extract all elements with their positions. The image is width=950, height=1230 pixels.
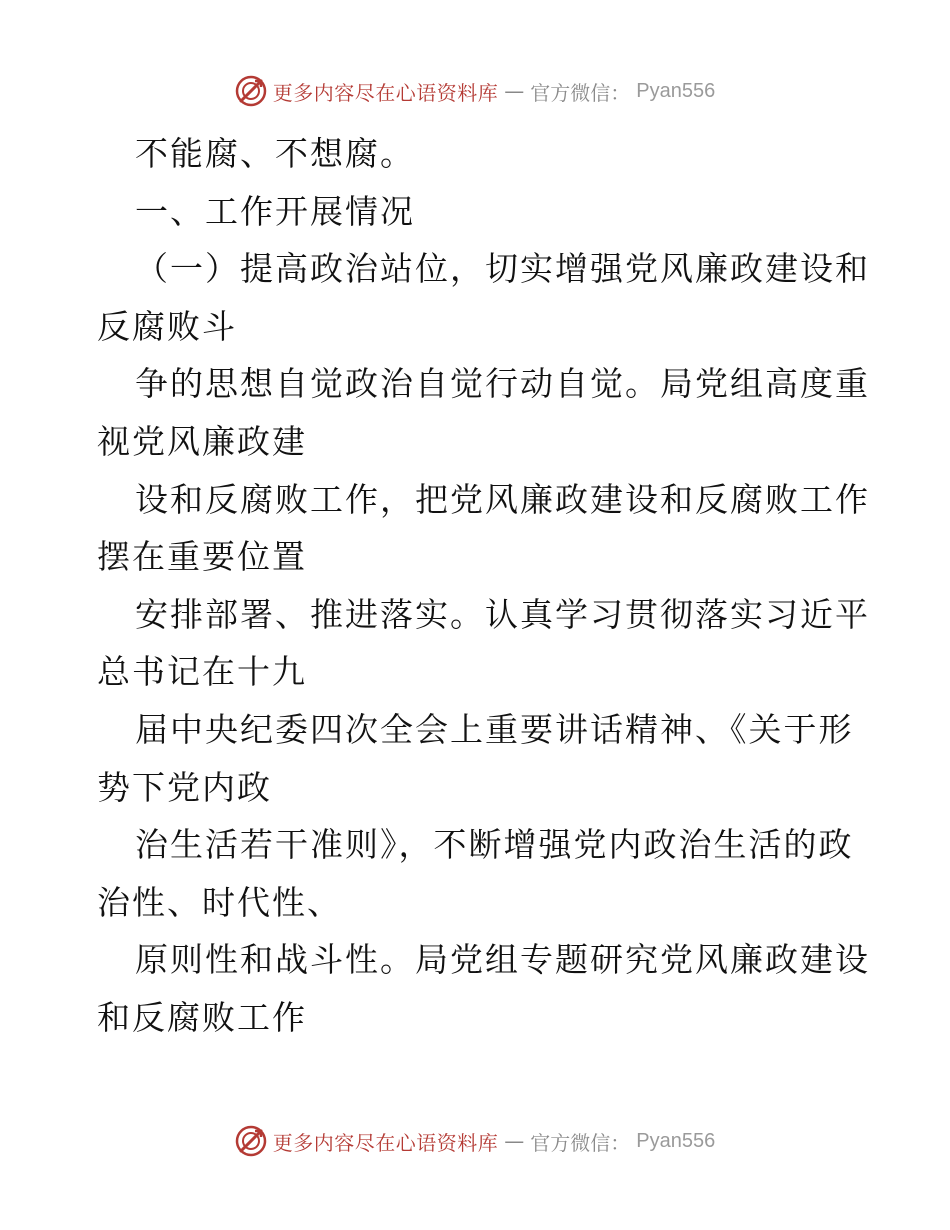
body-line: 反腐败斗 [97, 306, 237, 346]
body-line: 摆在重要位置 [97, 537, 307, 577]
footer-banner-text: 更多内容尽在心语资料库 [272, 1130, 499, 1155]
body-line: 不能腐、不想腐。 [135, 134, 415, 173]
header-official-label: 官方微信： [530, 80, 631, 105]
body-line: 总书记在十九 [97, 652, 307, 692]
body-line: 届中央纪委四次全会上重要讲话精神、《关于形 [135, 709, 854, 749]
body-line: 设和反腐败工作，把党风廉政建设和反腐败工作 [135, 479, 870, 519]
document-body [97, 125, 870, 1047]
body-line: 原则性和战斗性。局党组专题研究党风廉政建设 [135, 940, 870, 980]
body-line: 争的思想自觉政治自觉行动自觉。局党组高度重 [135, 364, 870, 404]
body-line: 和反腐败工作 [97, 997, 307, 1037]
subsection-heading: （一）提高政治站位，切实增强党风廉政建设和 [135, 249, 870, 289]
header-banner [0, 71, 950, 111]
header-wechat-id: Pyan556 [636, 79, 716, 102]
brand-logo-icon [235, 1125, 267, 1157]
footer-official-label: 官方微信： [530, 1130, 631, 1155]
footer-banner-dash: — [504, 1129, 525, 1153]
body-line: 视党风廉政建 [97, 421, 307, 461]
body-line: 安排部署、推进落实。认真学习贯彻落实习近平 [135, 594, 870, 634]
header-banner-dash: — [504, 79, 525, 103]
footer-wechat-id: Pyan556 [636, 1129, 716, 1152]
section-heading: 一、工作开展情况 [135, 191, 415, 231]
body-line: 势下党内政 [97, 767, 272, 807]
body-line: 治性、时代性、 [97, 882, 342, 922]
footer-banner [0, 1121, 950, 1161]
brand-logo-icon [235, 75, 267, 107]
header-banner-text: 更多内容尽在心语资料库 [272, 80, 499, 105]
body-line: 治生活若干准则》，不断增强党内政治生活的政 [135, 825, 854, 865]
